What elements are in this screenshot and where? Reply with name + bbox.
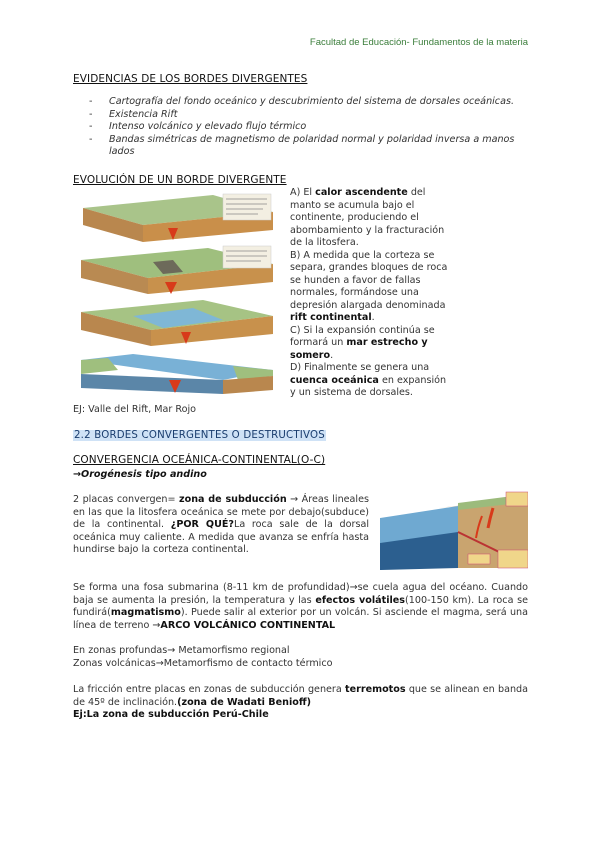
p2-text-3: ). Puede salir al exterior por un volcán. Si asciende el magma, será una línea de terreno → <box>73 607 528 631</box>
subduction-paragraph <box>73 494 369 557</box>
orogenesis-label: →Orogénesis tipo andino <box>73 469 207 480</box>
step-b-text: B) A medida que la corteza se separa, grandes bloques de roca se hunden a favor de fallas normales, formándose una depresión alargada denominada <box>290 249 448 311</box>
p3-line-1: En zonas profundas→ Metamorfismo regional <box>73 645 290 656</box>
list-item: - Cartografía del fondo oceánico y descubrimiento del sistema de dorsales oceánicas. <box>73 96 523 109</box>
divergent-evolution-steps <box>290 187 450 400</box>
list-item: - Bandas simétricas de magnetismo de polaridad normal y polaridad inversa a manos lados <box>73 134 523 159</box>
step-a-text: A) El <box>290 187 316 198</box>
step-b-text-2: . <box>371 312 375 323</box>
subduction-figure <box>378 488 528 570</box>
block-b <box>81 246 273 294</box>
section-heading-divergent-evidence: EVIDENCIAS DE LOS BORDES DIVERGENTES <box>73 73 308 85</box>
p2-bold-magmatism: magmatismo <box>110 607 181 618</box>
p2-bold-volatiles: efectos volátiles <box>315 594 406 606</box>
earthquakes-paragraph <box>73 684 528 722</box>
list-item: - Intenso volcánico y elevado flujo térmico <box>73 121 523 134</box>
p1-text: 2 placas convergen= <box>73 494 180 505</box>
block-d <box>81 354 273 394</box>
p1-text-3: La roca sale de la dorsal oceánica muy caliente. A medida que avanza se enfría hasta hundirse bajo la corteza continental. <box>73 519 369 555</box>
subheading-ocean-continental: CONVERGENCIA OCEÁNICA-CONTINENTAL(O-C) <box>73 454 326 466</box>
step-c-text-2: . <box>330 349 334 361</box>
rift-evolution-illustration <box>73 190 283 400</box>
metamorphism-paragraph <box>73 645 528 670</box>
rift-evolution-figure <box>73 190 283 400</box>
example-peru-chile: Ej:La zona de subducción Perú-Chile <box>73 709 269 720</box>
step-a-bold: calor ascendente <box>315 187 408 198</box>
step-c-bold: mar estrecho y somero <box>290 337 428 361</box>
step-d-text-2: en expansión y un sistema de dorsales. <box>290 374 447 398</box>
block-c <box>81 300 273 346</box>
p1-text-2: → Áreas lineales en las que la litosfera oceánica se mete por debajo(subduce) de la continental. <box>73 494 369 530</box>
p3-line-2: Zonas volcánicas→Metamorfismo de contacto térmico <box>73 657 333 669</box>
subduction-illustration <box>378 488 528 570</box>
figure-caption: EJ: Valle del Rift, Mar Rojo <box>73 404 197 415</box>
step-d-bold: cuenca oceánica <box>290 374 379 386</box>
evidence-list <box>73 96 523 159</box>
p1-bold-why: ¿POR QUÉ? <box>170 519 234 530</box>
section-heading-divergent-evolution: EVOLUCIÓN DE UN BORDE DIVERGENTE <box>73 174 287 186</box>
step-b-bold: rift continental <box>290 312 372 323</box>
step-d-text: D) Finalmente se genera una <box>290 362 430 373</box>
p4-text: La fricción entre placas en zonas de subducción genera <box>73 684 346 695</box>
p4-text-2: que se alinean en banda de 45º de inclinación. <box>73 684 529 708</box>
step-a-text-2: del manto se acumula bajo el continente, produciendo el abombamiento y la fracturación de la litosfera. <box>290 187 445 248</box>
fosa-paragraph <box>73 582 528 632</box>
list-item: - Existencia Rift <box>73 109 523 122</box>
step-c-text: C) Si la expansión continúa se formará un <box>290 324 435 348</box>
p4-bold-earthquakes: terremotos <box>345 684 406 695</box>
p2-text-2: (100-150 km). La roca se fundirá( <box>73 594 528 618</box>
p4-bold-wadati: (zona de Wadati Benioff) <box>177 696 311 708</box>
p1-bold-subduction: zona de subducción <box>179 494 287 505</box>
p2-text: Se forma una fosa submarina (8-11 km de profundidad)→se cuela agua del océano. Cuando baja se aumenta la presión, la temperatura y las <box>73 582 528 606</box>
section-heading-convergent: 2.2 BORDES CONVERGENTES O DESTRUCTIVOS <box>74 430 325 441</box>
page-header: Facultad de Educación- Fundamentos de la materia <box>309 37 528 48</box>
block-a <box>83 194 273 242</box>
p2-bold-arc: ARCO VOLCÁNICO CONTINENTAL <box>160 619 336 631</box>
